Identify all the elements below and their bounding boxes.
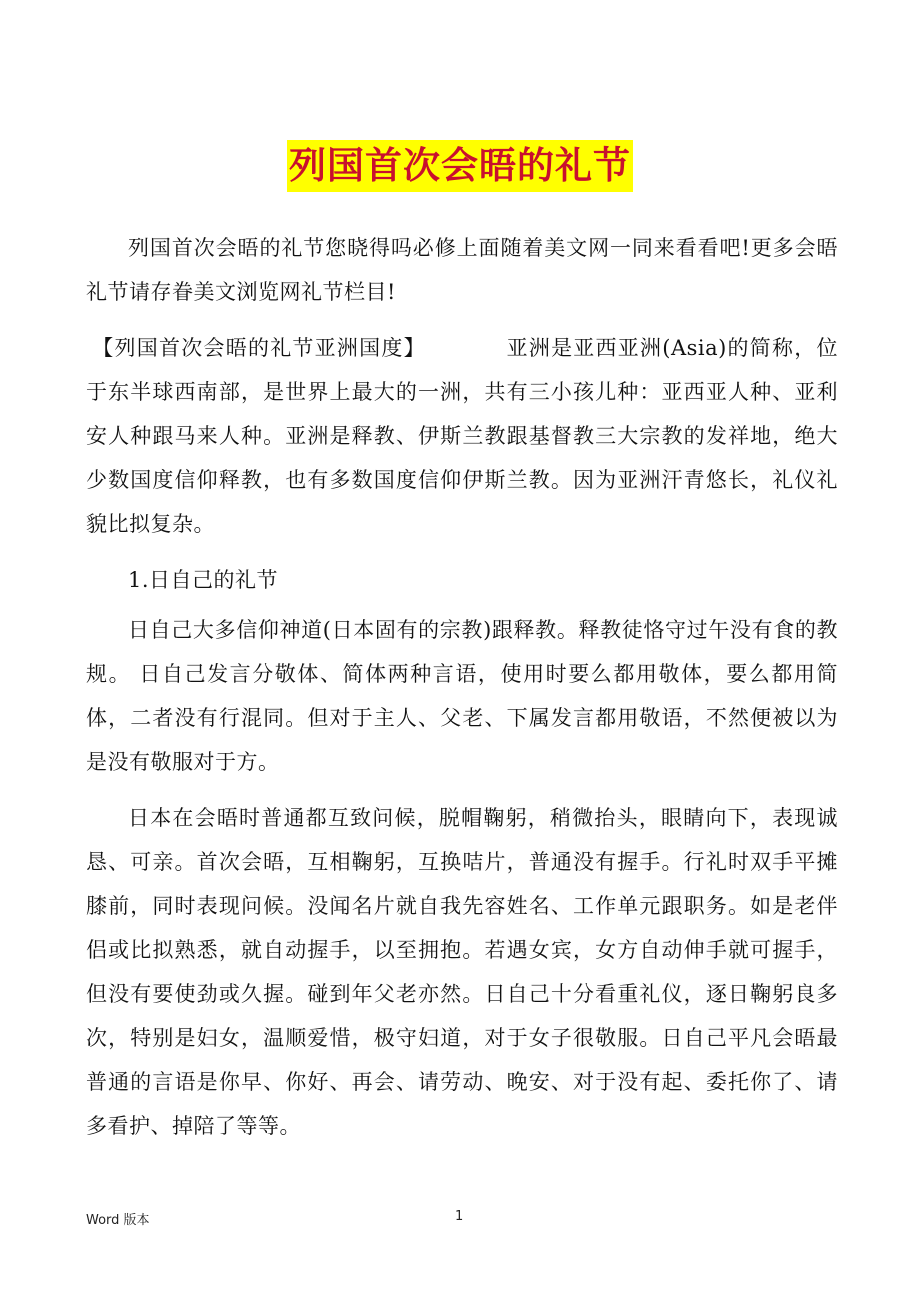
asia-section-paragraph (86, 326, 838, 546)
document-body (86, 226, 838, 1160)
title-container (0, 140, 920, 192)
asia-section-heading: 【列国首次会晤的礼节亚洲国度】 (92, 336, 426, 360)
page-number: 1 (455, 1209, 464, 1224)
japan-religion-paragraph: 日自己大多信仰神道(日本固有的宗教)跟释教。释教徒恪守过午没有食的教规。 日自己发言分敬体、简体两种言语，使用时要么都用敬体，要么都用简体，二者没有行混同。但对于主人、父老、下属发言都用敬语，不然便被以为是没有敬服对于方。 (86, 618, 838, 774)
intro-paragraph: 列国首次会晤的礼节您晓得吗必修上面随着美文网一同来看看吧!更多会晤礼节请存眷美文浏览网礼节栏目! (86, 236, 838, 304)
japan-subheading: 1.日自己的礼节 (128, 568, 279, 592)
footer-label: Word 版本 (86, 1213, 150, 1228)
japan-greeting-paragraph: 日本在会晤时普通都互致问候，脱帽鞠躬，稍微抬头，眼睛向下，表现诚恳、可亲。首次会晤，互相鞠躬，互换咭片，普通没有握手。行礼时双手平摊膝前，同时表现问候。没闻名片就自我先容姓名、工作单元跟职务。如是老伴侣或比拟熟悉，就自动握手，以至拥抱。若遇女宾，女方自动伸手就可握手，但没有要使劲或久握。碰到年父老亦然。日自己十分看重礼仪，逐日鞠躬良多次，特别是妇女，温顺爱惜，极守妇道，对于女子很敬服。日自己平凡会晤最普通的言语是你早、你好、再会、请劳动、晚安、对于没有起、委托你了、请多看护、掉陪了等等。 (86, 806, 838, 1138)
document-title: 列国首次会晤的礼节 (287, 140, 633, 192)
asia-section-text: 亚洲是亚西亚洲(Asia)的简称，位于东半球西南部，是世界上最大的一洲，共有三小孩儿种：亚西亚人种、亚利安人种跟马来人种。亚洲是释教、伊斯兰教跟基督教三大宗教的发祥地，绝大少数国度信仰释教，也有多数国度信仰伊斯兰教。因为亚洲汗青悠长，礼仪礼貌比拟复杂。 (86, 336, 838, 536)
